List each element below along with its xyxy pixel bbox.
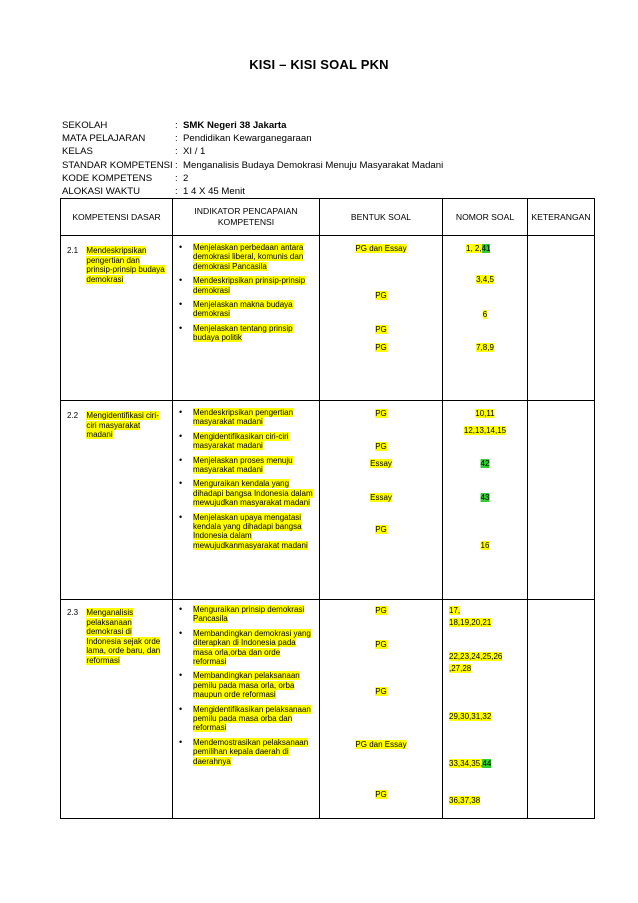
meta-row-alokasi-waktu bbox=[62, 185, 443, 198]
meta-label: ALOKASI WAKTU bbox=[62, 186, 141, 198]
document-title: KISI – KISI SOAL PKN bbox=[249, 57, 389, 72]
bullet-icon: • bbox=[179, 604, 183, 614]
indicator-item bbox=[179, 432, 315, 451]
indicator-text: Menguraikan prinsip demokrasi Pancasila bbox=[193, 605, 305, 624]
nomor-soal: 6 bbox=[482, 310, 488, 319]
bullet-icon: • bbox=[179, 670, 183, 681]
nomor-soal: 16 bbox=[480, 541, 490, 550]
meta-row-mata-pelajaran bbox=[62, 132, 443, 145]
bentuk-soal: Essay bbox=[370, 459, 392, 468]
meta-row-kelas bbox=[62, 145, 443, 158]
meta-row-kode-kompetensi bbox=[62, 172, 443, 185]
meta-sep: : bbox=[175, 172, 178, 184]
meta-label: KELAS bbox=[62, 146, 93, 158]
meta-value: Pendidikan Kewarganegaraan bbox=[183, 133, 312, 145]
indicator-item bbox=[179, 738, 315, 766]
bentuk-soal: PG bbox=[375, 790, 387, 799]
bullet-icon: • bbox=[179, 430, 183, 441]
meta-sep: : bbox=[175, 159, 178, 171]
indikator-cell bbox=[173, 401, 320, 600]
bentuk-soal: PG dan Essay bbox=[355, 740, 407, 749]
indicator-item bbox=[179, 479, 315, 507]
nomor-cell bbox=[443, 236, 528, 401]
indicator-text: Mengidentifikasikan pelaksanaan pemilu pada masa orba dan reformasi bbox=[193, 704, 311, 733]
nomor-soal-highlight: 41 bbox=[481, 244, 491, 253]
bullet-icon: • bbox=[179, 299, 183, 310]
nomor-soal-highlight: 43 bbox=[480, 493, 490, 502]
keterangan-cell bbox=[528, 600, 595, 819]
kd-cell bbox=[61, 236, 173, 401]
bentuk-soal: PG bbox=[375, 325, 387, 334]
bentuk-soal: PG bbox=[375, 291, 387, 300]
bentuk-cell bbox=[320, 600, 443, 819]
indicator-item bbox=[179, 629, 315, 667]
header-bentuk-soal: BENTUK SOAL bbox=[320, 199, 443, 236]
indicator-item bbox=[179, 276, 315, 295]
table-row bbox=[61, 236, 595, 401]
indicator-item bbox=[179, 243, 315, 271]
header-keterangan: KETERANGAN bbox=[528, 199, 595, 236]
nomor-soal: 3,4,5 bbox=[476, 275, 494, 284]
nomor-soal: 12,13,14,15 bbox=[463, 426, 507, 435]
bentuk-soal: PG bbox=[375, 525, 387, 534]
meta-label: SEKOLAH bbox=[62, 120, 108, 131]
indicator-text: Menjelaskan proses menuju masyarakat madani bbox=[193, 455, 293, 475]
bentuk-cell bbox=[320, 236, 443, 401]
meta-label: MATA PELAJARAN bbox=[62, 133, 146, 145]
kd-cell bbox=[61, 600, 173, 819]
bentuk-soal: PG bbox=[375, 343, 387, 352]
nomor-soal: ,27,28 bbox=[449, 664, 472, 673]
indicator-item bbox=[179, 300, 315, 319]
indicator-text: Menjelaskan perbedaan antara demokrasi liberal, komunis dan demokrasi Pancasila bbox=[193, 243, 304, 271]
indikator-cell bbox=[173, 600, 320, 819]
nomor-soal: 36,37,38 bbox=[449, 796, 481, 805]
meta-sep: : bbox=[175, 186, 178, 198]
meta-value: 1 4 X 45 Menit bbox=[183, 186, 245, 198]
indicator-text: Mendemostrasikan pelaksanaan pemilihan kepala daerah di daerahnya bbox=[193, 737, 309, 766]
bullet-icon: • bbox=[179, 454, 183, 465]
header-kompetensi-dasar: KOMPETENSI DASAR bbox=[61, 199, 173, 236]
bullet-icon: • bbox=[179, 407, 183, 417]
bullet-icon: • bbox=[179, 478, 183, 489]
meta-row-sekolah bbox=[62, 119, 443, 132]
bentuk-soal: PG bbox=[375, 409, 387, 418]
nomor-soal-highlight: 42 bbox=[480, 459, 490, 468]
bentuk-soal: PG bbox=[375, 687, 387, 696]
indicator-text: Membandingkan pelaksanaan pemilu pada masa orla, orba maupun orde reformasi bbox=[193, 671, 300, 700]
kd-text: Mendeskripsikan pengertian dan prinsip-prinsip budaya demokrasi bbox=[86, 246, 165, 284]
bentuk-soal: PG dan Essay bbox=[355, 244, 407, 253]
keterangan-cell bbox=[528, 236, 595, 401]
indicator-text: Menguraikan kendala yang dihadapi bangsa Indonesia dalam mewujudkan masyarakat madani bbox=[193, 479, 313, 508]
nomor-soal: 22,23,24,25,26 bbox=[449, 652, 503, 661]
indicator-item bbox=[179, 605, 315, 624]
indicator-item bbox=[179, 513, 315, 551]
kd-number: 2.1 bbox=[67, 246, 79, 255]
header-indikator-text: INDIKATOR PENCAPAIAN KOMPETENSI bbox=[194, 206, 298, 227]
kisi-kisi-table bbox=[60, 198, 595, 819]
table-row bbox=[61, 600, 595, 819]
indicator-text: Menjelaskan upaya mengatasi kendala yang dihadapi bangsa Indonesia dalam mewujudkanmasyarakat madani bbox=[193, 512, 308, 550]
meta-label: KODE KOMPETENS bbox=[62, 172, 153, 184]
indicator-item bbox=[179, 408, 315, 427]
header-indikator bbox=[173, 199, 320, 236]
meta-value: SMK Negeri 38 Jakarta bbox=[183, 120, 287, 131]
indicator-item bbox=[179, 671, 315, 699]
meta-value: XI / 1 bbox=[183, 146, 206, 158]
bentuk-soal: PG bbox=[375, 606, 387, 615]
kd-text: Mengidentifikasi ciri-ciri masyarakat madani bbox=[86, 411, 159, 440]
table-row bbox=[61, 401, 595, 600]
indicator-item bbox=[179, 456, 315, 475]
nomor-soal: 33,34,35,44 bbox=[449, 759, 492, 768]
indicator-text: Membandingkan demokrasi yang diterapkan di Indonesia pada masa orla,orba dan orde reformasi bbox=[193, 628, 311, 667]
bentuk-soal: Essay bbox=[370, 493, 392, 502]
nomor-soal-highlight: 44 bbox=[482, 759, 492, 768]
indicator-item bbox=[179, 324, 315, 343]
bentuk-cell bbox=[320, 401, 443, 600]
kd-text: Menganalisis pelaksanaan demokrasi di Indonesia sejak orde lama, orde baru, dan reformasi bbox=[86, 608, 161, 665]
header-nomor-soal: NOMOR SOAL bbox=[443, 199, 528, 236]
meta-row-standar-kompetensi bbox=[62, 159, 443, 172]
kd-number: 2.2 bbox=[67, 411, 79, 420]
indicator-text: Mendeskripsikan prinsip-prinsip demokrasi bbox=[193, 276, 306, 295]
indicator-text: Menjelaskan makna budaya demokrasi bbox=[193, 300, 293, 319]
meta-sep: : bbox=[175, 120, 178, 131]
meta-block bbox=[62, 119, 443, 198]
nomor-soal: 29,30,31,32 bbox=[449, 712, 492, 721]
nomor-cell bbox=[443, 401, 528, 600]
bullet-icon: • bbox=[179, 627, 183, 638]
bentuk-soal: PG bbox=[375, 442, 387, 451]
indicator-text: Menjelaskan tentang prinsip budaya politik bbox=[193, 323, 293, 343]
bentuk-soal: PG bbox=[375, 640, 387, 649]
meta-sep: : bbox=[175, 133, 178, 145]
meta-label: STANDAR KOMPETENSI bbox=[62, 159, 173, 171]
meta-sep: : bbox=[175, 146, 178, 158]
kd-number: 2.3 bbox=[67, 608, 79, 617]
nomor-soal: 17, bbox=[449, 606, 461, 615]
bullet-icon: • bbox=[179, 242, 183, 252]
indikator-cell bbox=[173, 236, 320, 401]
nomor-soal: 10,11 bbox=[475, 409, 495, 418]
table-header-row bbox=[61, 199, 595, 236]
nomor-soal: 1, 2,41 bbox=[466, 244, 491, 253]
bullet-icon: • bbox=[179, 275, 183, 286]
bullet-icon: • bbox=[179, 322, 183, 333]
kd-cell bbox=[61, 401, 173, 600]
indicator-item bbox=[179, 705, 315, 733]
bullet-icon: • bbox=[179, 736, 183, 747]
meta-value: Menganalisis Budaya Demokrasi Menuju Masyarakat Madani bbox=[183, 159, 444, 171]
indicator-text: Mendeskripsikan pengertian masyarakat madani bbox=[193, 408, 294, 427]
indicator-text: Mengidentifikasikan ciri-ciri masyarakat madani bbox=[193, 431, 289, 451]
nomor-cell bbox=[443, 600, 528, 819]
nomor-soal: 18,19,20,21 bbox=[449, 618, 492, 627]
meta-value: 2 bbox=[183, 172, 189, 184]
nomor-soal: 7,8,9 bbox=[476, 343, 494, 352]
bullet-icon: • bbox=[179, 511, 183, 522]
bullet-icon: • bbox=[179, 703, 183, 714]
keterangan-cell bbox=[528, 401, 595, 600]
